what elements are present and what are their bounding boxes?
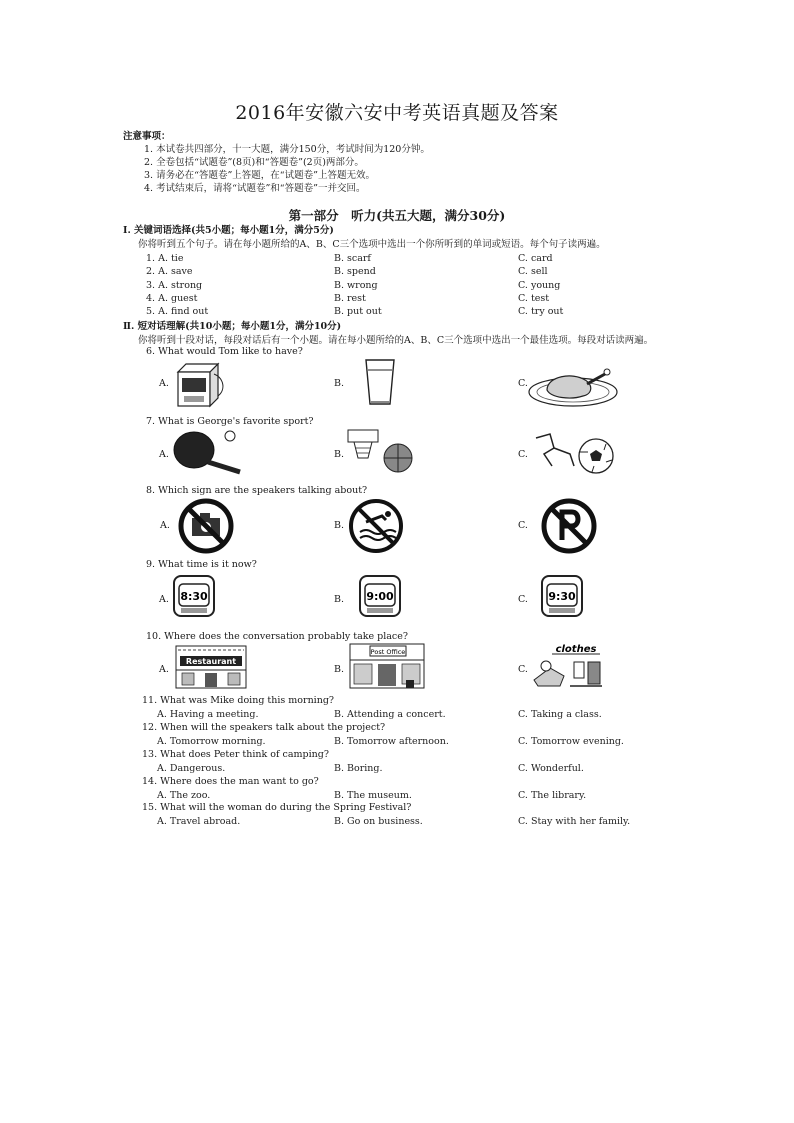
label-a: A. — [159, 378, 169, 389]
note-item: 1. 本试卷共四部分，十一大题，满分150分，考试时间为120分钟。 — [144, 144, 430, 155]
question-7: 7. What is George's favorite sport? — [146, 416, 314, 427]
part-title: 第一部分 听力(共五大题，满分30分) — [288, 208, 506, 223]
label-c: C. — [518, 520, 528, 531]
option-13a: A. Dangerous. — [157, 763, 226, 774]
question-14: 14. Where does the man want to go? — [142, 776, 319, 787]
option-2c: C. sell — [518, 266, 548, 277]
option-5c: C. try out — [518, 306, 564, 317]
notes-heading: 注意事项： — [123, 131, 171, 142]
note-item: 3. 请务必在“答题卷”上答题，在“试题卷”上答题无效。 — [144, 170, 376, 181]
option-3a: 3. A. strong — [146, 280, 203, 291]
clothes-sign-text: clothes — [555, 644, 597, 655]
no-parking-sign-icon — [540, 498, 598, 554]
soccer-ball-icon — [530, 430, 614, 476]
label-b: B. — [334, 664, 345, 675]
label-a: A. — [159, 594, 169, 605]
option-11a: A. Having a meeting. — [157, 709, 259, 720]
label-a: A. — [159, 449, 169, 460]
label-c: C. — [518, 664, 528, 675]
question-12: 12. When will the speakers talk about the project? — [142, 722, 386, 733]
clock-icon — [172, 574, 216, 618]
question-11: 11. What was Mike doing this morning? — [142, 695, 335, 706]
question-13: 13. What does Peter think of camping? — [142, 749, 329, 760]
question-9: 9. What time is it now? — [146, 559, 257, 570]
option-1b: B. scarf — [334, 253, 371, 264]
clock-icon — [540, 574, 584, 618]
option-2a: 2. A. save — [146, 266, 193, 277]
post-office-sign-text: Post Office — [370, 648, 406, 656]
label-c: C. — [518, 594, 528, 605]
section-instructions: 你将听到十段对话，每段对话后有一个小题。请在每小题所给的A、B、C三个选项中选出一个最佳选项。每段对话读两遍。 — [138, 335, 654, 346]
chicken-plate-icon — [527, 364, 619, 408]
note-item: 4. 考试结束后，请将“试题卷”和“答题卷”一并交回。 — [144, 183, 366, 194]
label-b: B. — [334, 520, 345, 531]
option-3c: C. young — [518, 280, 561, 291]
label-a: A. — [159, 664, 169, 675]
option-2b: B. spend — [334, 266, 376, 277]
ping-pong-paddle-icon — [172, 428, 244, 476]
label-b: B. — [334, 378, 345, 389]
option-12a: A. Tomorrow morning. — [157, 736, 266, 747]
section-heading: Ⅰ. 关键词语选择(共5小题；每小题1分，满分5分) — [123, 225, 334, 236]
option-14a: A. The zoo. — [157, 790, 211, 801]
option-1c: C. card — [518, 253, 553, 264]
note-item: 2. 全卷包括“试题卷”(8页)和“答题卷”(2页)两部分。 — [144, 157, 364, 168]
option-5a: 5. A. find out — [146, 306, 209, 317]
label-b: B. — [334, 449, 345, 460]
option-15a: A. Travel abroad. — [157, 816, 241, 827]
clock-time: 8:30 — [180, 590, 208, 603]
question-6: 6. What would Tom like to have? — [146, 346, 303, 357]
section-heading: Ⅱ. 短对话理解(共10小题；每小题1分，满分10分) — [123, 321, 342, 332]
label-a: A. — [160, 520, 170, 531]
option-13c: C. Wonderful. — [518, 763, 584, 774]
question-8: 8. Which sign are the speakers talking about? — [146, 485, 368, 496]
clock-icon — [358, 574, 402, 618]
label-b: B. — [334, 594, 345, 605]
restaurant-sign-text: Restaurant — [185, 657, 237, 666]
option-15c: C. Stay with her family. — [518, 816, 631, 827]
option-5b: B. put out — [334, 306, 382, 317]
section-instructions: 你将听到五个句子。请在每小题所给的A、B、C三个选项中选出一个你所听到的单词或短语。每个句子读两遍。 — [138, 239, 606, 250]
milk-carton-icon — [172, 360, 232, 408]
label-c: C. — [518, 449, 528, 460]
restaurant-building-icon — [172, 642, 250, 690]
clothes-store-icon — [530, 640, 606, 690]
option-15b: B. Go on business. — [334, 816, 423, 827]
no-photo-sign-icon — [178, 498, 234, 554]
option-11b: B. Attending a concert. — [334, 709, 446, 720]
option-4b: B. rest — [334, 293, 366, 304]
question-10: 10. Where does the conversation probably take place? — [146, 631, 408, 642]
clock-time: 9:30 — [548, 590, 576, 603]
option-12b: B. Tomorrow afternoon. — [334, 736, 449, 747]
question-15: 15. What will the woman do during the Spring Festival? — [142, 802, 412, 813]
option-14b: B. The museum. — [334, 790, 412, 801]
option-12c: C. Tomorrow evening. — [518, 736, 624, 747]
option-1a: 1. A. tie — [146, 253, 184, 264]
option-13b: B. Boring. — [334, 763, 383, 774]
option-3b: B. wrong — [334, 280, 378, 291]
no-swimming-sign-icon — [346, 498, 406, 554]
option-14c: C. The library. — [518, 790, 587, 801]
post-office-building-icon — [346, 640, 430, 690]
page-title: 2016年安徽六安中考英语真题及答案 — [235, 102, 559, 124]
clock-time: 9:00 — [366, 590, 394, 603]
option-11c: C. Taking a class. — [518, 709, 602, 720]
label-c: C. — [518, 378, 528, 389]
glass-of-milk-icon — [362, 358, 398, 408]
option-4a: 4. A. guest — [146, 293, 198, 304]
basketball-hoop-icon — [346, 428, 418, 476]
option-4c: C. test — [518, 293, 550, 304]
